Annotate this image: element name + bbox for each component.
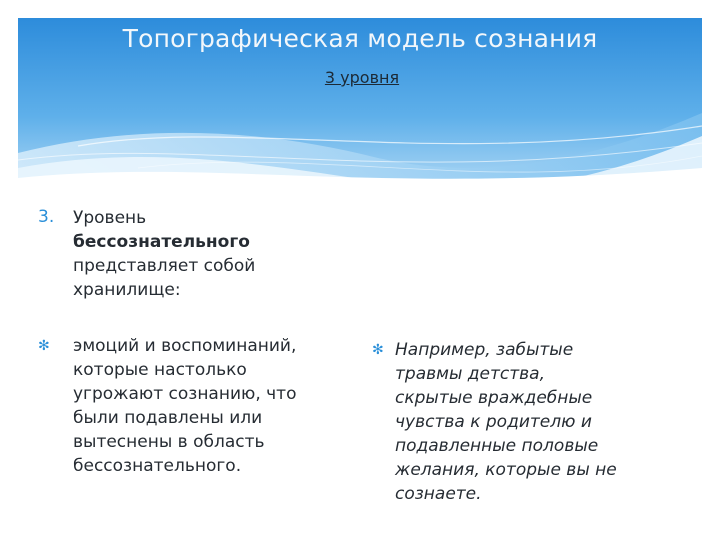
right-bullet-line: желания, которые вы не [395,460,617,480]
left-bullet-line: эмоций и воспоминаний, [73,336,297,356]
right-bullet-line: Например, забытые [395,340,574,360]
left-bullet-line: вытеснены в область [73,432,265,452]
left-bullet-line: которые настолько [73,360,247,380]
item-line-bold: бессознательного [73,232,250,252]
item-line: Уровень [73,208,147,228]
right-bullet-line: скрытые враждебные [395,388,593,408]
bullet-asterisk-icon: ✻ [38,338,50,354]
slide-title: Топографическая модель сознания [122,24,598,53]
left-bullet-line: угрожают сознанию, что [73,384,297,404]
right-bullet-line: травмы детства, [395,364,545,384]
right-bullet-line: сознаете. [395,484,482,504]
item-number: 3. [38,207,55,227]
left-bullet-line: были подавлены или [73,408,263,428]
left-bullet-line: бессознательного. [73,456,242,476]
subtitle-text: 3 уровня [324,68,400,87]
slide-subtitle [0,68,720,87]
right-bullet-line: чувства к родителю и [395,412,592,432]
right-bullet-line: подавленные половые [395,436,599,456]
bullet-asterisk-icon: ✻ [372,342,384,358]
item-line: представляет собой [73,256,256,276]
item-line: хранилище: [73,280,181,300]
